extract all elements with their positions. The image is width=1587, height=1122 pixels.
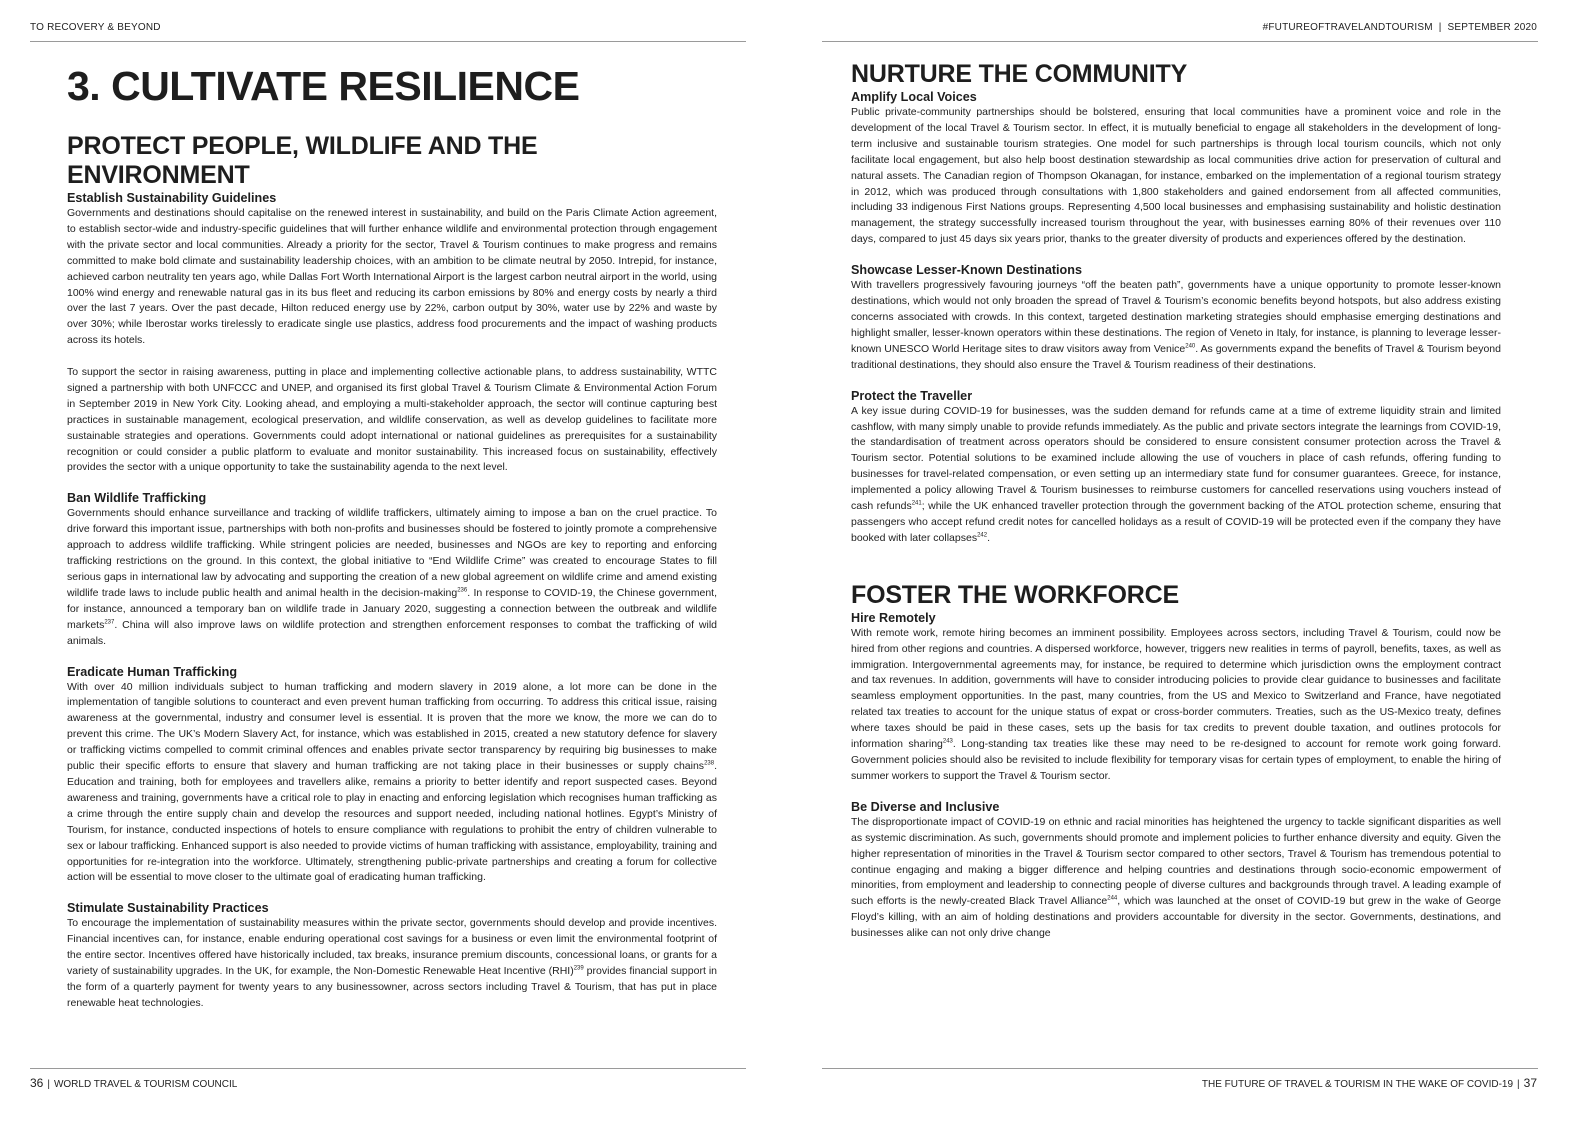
footnote-ref: 242 <box>977 532 988 539</box>
running-head-left: TO RECOVERY & BEYOND <box>30 22 161 33</box>
footnote-ref: 241 <box>911 500 922 507</box>
footnote-ref: 243 <box>942 738 953 745</box>
footnote-ref: 236 <box>457 587 468 594</box>
footnote-ref: 239 <box>573 965 584 972</box>
section-title-community: NURTURE THE COMMUNITY <box>851 60 1188 88</box>
paragraph: Governments and destinations should capitalise on the renewed interest in sustainability, and build on the Paris Climate Action agreement, to establish sector-wide and industry-specific guidelines that will further enhance wildlife and environmental protection through engagement with the private sector and local communities. Already a priority for the sector, Travel & Tourism continues to make progress and remains committed to make bold climate and sustainability leadership choices, with an ambition to be climate neutral by 2050. Intrepid, for instance, achieved carbon neutrality ten years ago, while Dallas Fort Worth International Airport is the largest carbon neutral airport in the world, using 100% wind energy and renewable natural gas in its bus fleet and reducing its carbon emissions by 80% and energy costs by nearly a third over the last 7 years. Over the past decade, Hilton reduced energy use by 22%, carbon output by 30%, water use by 22% and waste by over 30%; while Iberostar works tirelessly to eradicate single use plastics, address food procurements and the impact of washing products across its hotels. <box>67 207 717 347</box>
subheading-sustainability-practices: Stimulate Sustainability Practices <box>67 901 269 916</box>
left-page <box>0 0 780 1122</box>
running-head-right: #FUTUREOFTRAVELANDTOURISM | SEPTEMBER 2020 <box>1262 22 1537 33</box>
folio-separator: | <box>47 1079 50 1090</box>
paragraph: The disproportionate impact of COVID-19 on ethnic and racial minorities has heightened the urgency to tackle significant disparities as well as systemic discrimination. As such, governments should promote and implement policies to further enhance diversity and equity. Given the higher representation of minorities in the Travel & Tourism sector compared to other sectors, Travel & Tourism has tremendous potential to continue engaging and making a bigger difference and helping countries and destinations through socio-economic empowerment of minorities, from employment and leadership to connecting people of diverse cultures and backgrounds through travel. A leading example of such efforts is the newly-created Black Travel Alliance$^{244}$, which was launched at the onset of COVID-19 but grew in the wake of George Floyd’s killing, with an aim of holding destinations and providers accountable for diversity in the sector. Governments, destinations, and businesses alike can not only drive change <box>851 815 1501 940</box>
header-rule-left <box>30 41 746 42</box>
footnote-ref: 237 <box>104 619 115 626</box>
footnote-ref: 240 <box>1185 343 1196 350</box>
right-column <box>851 60 1501 942</box>
paragraph: With travellers progressively favouring journeys “off the beaten path”, governments have a unique opportunity to promote lesser-known destinations, which would not only broaden the spread of Travel & Tourism’s economic benefits beyond hotspots, but also address existing concerns associated with crowds. In this context, targeted destination marketing strategies should emphasise emerging destinations and highlight smaller, lesser-known operators within these destinations. The region of Veneto in Italy, for instance, is planning to leverage lesser-known UNESCO World Heritage sites to draw visitors away from Venice$^{240}$. As governments expand the benefits of Travel & Tourism beyond traditional destinations, they should also ensure the Travel & Tourism readiness of their destinations. <box>851 279 1501 371</box>
folio-label-left: WORLD TRAVEL & TOURISM COUNCIL <box>53 1079 238 1090</box>
paragraph: With remote work, remote hiring becomes an imminent possibility. Employees across sectors, including Travel & Tourism, could now be hired from other regions and countries. A dispersed workforce, however, triggers new realities in terms of payroll, benefits, taxes, as well as immigration. Intergovernmental agreements may, for instance, be required to determine which jurisdiction owns the employment contract and tax revenues. In addition, governments will have to consider introducing policies to provide clear guidance to businesses and facilitate seamless employment opportunities. In the past, many countries, from the US and Mexico to Switzerland and France, have negotiated related tax treaties to account for the unique status of expat or cross-border commuters. Treaties, such as the US-Mexico treaty, defines where taxes should be paid in these cases, sets up the basis for tax credits to prevent double taxation, and outlines protocols for information sharing$^{243}$. Long-standing tax treaties like these may need to be re-designed to account for remote work going forward. Government policies should also be revisited to include flexibility for temporary visas for certain types of employment, to enable the hiring of summer workers to support the Travel & Tourism sector. <box>851 626 1501 782</box>
paragraph: Public private-community partnerships should be bolstered, ensuring that local communities have a prominent voice and role in the development of the local Travel & Tourism sector. In effect, it is mutually beneficial to engage all stakeholders in the development of long-term inclusive and sustainable tourism strategies. One model for such partnerships is through local tourism councils, which not only facilitate local engagement, but also help boost destination stewardship as local communities drive action for preservation of cultural and natural assets. The Canadian region of Thompson Okanagan, for instance, embarked on the implementation of a regional tourism strategy in 2012, which was produced through consultations with 1,800 stakeholders and gained endorsement from all affected communities, including 33 indigenous First Nations groups. Representing 4,500 local businesses and emphasising sustainability and holistic destination management, the strategy successfully increased tourism throughout the year, with businesses earning 80% of their revenues over 110 days, compared to just 45 days six years prior, thanks to the greater diversity of products and experiences offered by the destination. <box>851 106 1501 246</box>
subheading-local-voices: Amplify Local Voices <box>851 90 977 104</box>
page-number-right: 37 <box>1523 1076 1537 1090</box>
left-column <box>67 60 717 1012</box>
header-rule-right <box>822 41 1538 42</box>
folio-label-right: THE FUTURE OF TRAVEL & TOURISM IN THE WAKE OF COVID-19 <box>1201 1079 1514 1090</box>
footnote-ref: 238 <box>704 760 715 767</box>
paragraph: Governments should enhance surveillance and tracking of wildlife traffickers, ultimately aiming to impose a ban on the cruel practice. To drive forward this important issue, partnerships with both non-profits and businesses should be fostered to jointly promote a comprehensive approach to address wildlife trafficking. While stringent policies are needed, businesses and NGOs are key to reporting and enforcing trafficking restrictions on the ground. In this context, the global initiative to “End Wildlife Crime” was created to encourage States to fill serious gaps in international law by advocating and supporting the creation of a new global agreement on wildlife crime and amend existing wildlife trade laws to include public health and animal health in the decision-making$^{236}$. In response to COVID-19, the Chinese government, for instance, announced a temporary ban on wildlife trade in January 2020, suggesting a connection between the outbreak and wildlife markets$^{237}$. China will also improve laws on wildlife protection and strengthen enforcement responses to combat the trafficking of wild animals. <box>67 507 717 647</box>
subheading-diverse-inclusive: Be Diverse and Inclusive <box>851 799 1000 814</box>
folio-left <box>30 1076 237 1090</box>
footer-rule-right <box>822 1068 1538 1069</box>
folio-separator: | <box>1517 1079 1520 1090</box>
subheading-wildlife-trafficking: Ban Wildlife Trafficking <box>67 491 207 506</box>
paragraph: With over 40 million individuals subject to human trafficking and modern slavery in 2019 alone, a lot more can be done in the implementation of tangible solutions to counteract and even prevent human trafficking from occurring. To address this critical issue, raising awareness at the governmental, industry and consumer level is essential. It is proven that the more we know, the more we can do to prevent this crime. The UK’s Modern Slavery Act, for instance, which was established in 2015, created a new statutory defence for slavery or trafficking victims compelled to commit criminal offences and enables private sector transparency by requiring big businesses to make public their specific efforts to ensure that slavery and human trafficking are not taking place in their businesses or supply chains$^{238}$. Education and training, both for employees and travellers alike, remains a priority to better identify and report suspected cases. Beyond awareness and training, governments have a critical role to play in enacting and enforcing legislation which recognises human trafficking as a crime through the entire supply chain and develop the resources and support needed, including national hotlines. Egypt’s Ministry of Tourism, for instance, conducted inspections of hotels to ensure compliance with regulations to prohibit the entry of children vulnerable to sex or labour trafficking. Enhanced support is also needed to provide victims of human trafficking with assistance, employability, training and opportunities for re-integration into the workforce. Ultimately, strengthening public-private partnerships and creating a forum for collective action will be essential to move closer to the ultimate goal of eradicating human trafficking. <box>67 680 717 884</box>
section-title-workforce: FOSTER THE WORKFORCE <box>851 580 1179 609</box>
subheading-lesser-known: Showcase Lesser-Known Destinations <box>851 263 1082 278</box>
footnote-ref: 244 <box>1107 895 1118 902</box>
paragraph: A key issue during COVID-19 for businesses, was the sudden demand for refunds came at a time of extreme liquidity strain and limited cashflow, with many simply unable to provide refunds immediately. As the public and private sectors integrate the learnings from COVID-19, the standardisation of treatment across operators should be considered to ensure consistent consumer protection across the Travel & Tourism sector. Potential solutions to be examined include allowing the use of vouchers in place of cash refunds, offering funding to businesses for travel-related compensation, or even setting up an intermediary state fund for consumer guarantees. Greece, for instance, implemented a policy allowing Travel & Tourism businesses to reimburse customers for cancelled reservations using vouchers instead of cash refunds$^{241}$; while the UK enhanced traveller protection through the government backing of the ATOL protection scheme, ensuring that passengers who accept refund credit notes for cancelled holidays as a result of COVID-19 will be protected even if the company they have booked with later collapses$^{242}$. <box>851 404 1501 544</box>
subheading-hire-remotely: Hire Remotely <box>851 610 936 625</box>
page-number-left: 36 <box>30 1076 44 1090</box>
paragraph: To support the sector in raising awareness, putting in place and implementing collective actionable plans, to address sustainability, WTTC signed a partnership with both UNFCCC and UNEP, and organised its first global Travel & Tourism Climate & Environmental Action Forum in September 2019 in New York City. Looking ahead, and employing a multi-stakeholder approach, the sector will continue capturing best practices in sustainable management, ecological preservation, and wildlife conservation, as well as develop guidelines to facilitate more sustainable strategies and operations. Governments could adopt international or national guidelines as prerequisites for a sustainability recognition or could consider a public platform to evaluate and monitor sustainability. This increased focus on sustainability, effectively provides the sector with a unique opportunity to take the sustainability agenda to the next level. <box>67 366 717 474</box>
right-page <box>800 0 1587 1122</box>
section-title-protect: PROTECT PEOPLE, WILDLIFE AND THE ENVIRONMENT <box>67 132 538 189</box>
subheading-human-trafficking: Eradicate Human Trafficking <box>67 664 238 679</box>
chapter-title: 3. CULTIVATE RESILIENCE <box>67 63 580 109</box>
footer-rule-left <box>30 1068 746 1069</box>
subheading-protect-traveller: Protect the Traveller <box>851 388 973 403</box>
folio-right <box>1202 1076 1537 1090</box>
subheading-sustainability-guidelines: Establish Sustainability Guidelines <box>67 191 277 205</box>
paragraph: To encourage the implementation of sustainability measures within the private sector, governments should develop and provide incentives. Financial incentives can, for instance, enable enduring operational cost savings for a business or even limit the environmental footprint of the entire sector. Incentives offered have historically included, tax breaks, insurance premium discounts, concessional loans, or grants for a variety of sustainability upgrades. In the UK, for example, the Non-Domestic Renewable Heat Incentive (RHI)$^{239}$ provides financial support in the form of a quarterly payment for twenty years to any businessowner, across sectors including Travel & Tourism, that has put in place renewable heat technologies. <box>67 917 717 1009</box>
